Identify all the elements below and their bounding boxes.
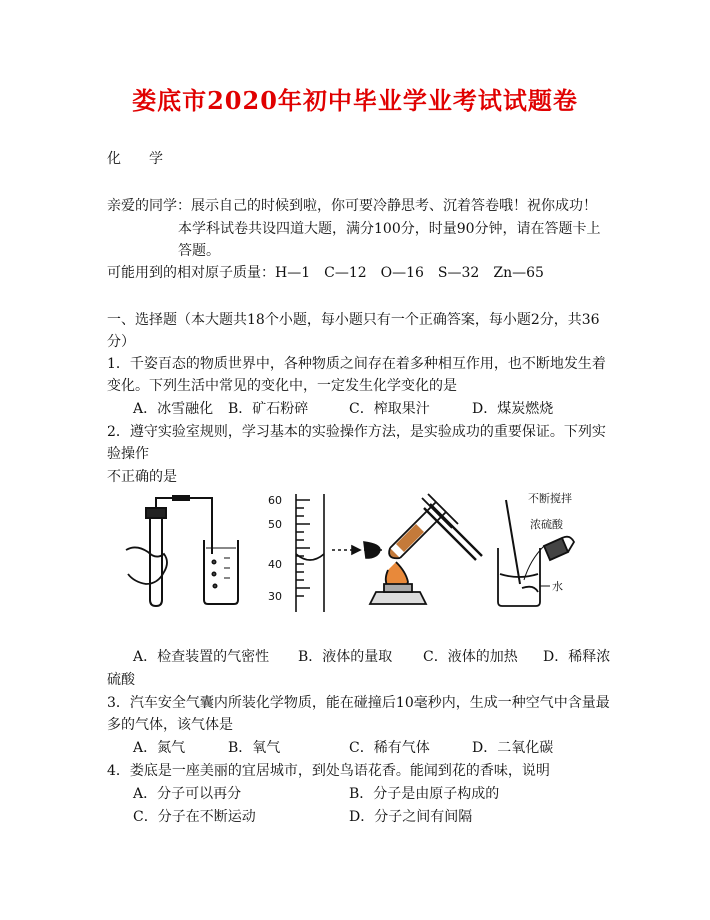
q1-stem-line-2: 变化。下列生活中常见的变化中，一定发生化学变化的是 xyxy=(107,378,457,394)
q3-stem-line-2: 多的气体，该气体是 xyxy=(107,717,233,733)
q3-option-d: D．二氧化碳 xyxy=(472,740,554,756)
q2-option-d-continued: 硫酸 xyxy=(107,672,135,688)
q1-option-a: A．冰雪融化 xyxy=(133,401,214,417)
q2-option-a: A．检查装置的气密性 xyxy=(133,649,270,665)
q1-option-d: D．煤炭燃烧 xyxy=(472,401,554,417)
section-heading-line-2: 分） xyxy=(107,334,135,350)
q4-option-d: D．分子之间有间隔 xyxy=(349,809,473,825)
cylinder-tick-30: 30 xyxy=(268,590,282,603)
q2-option-d: D．稀释浓 xyxy=(543,649,611,665)
label-water: 水 xyxy=(552,580,563,593)
greeting-line: 亲爱的同学：展示自己的时候到啦，你可要冷静思考、沉着答卷哦！祝你成功！ xyxy=(107,198,597,214)
q1-option-c: C．榨取果汁 xyxy=(349,401,430,417)
q2-stem-line-1: 2．遵守实验室规则，学习基本的实验操作方法，是实验成功的重要保证。下列实 xyxy=(107,424,606,440)
q3-stem-line-1: 3．汽车安全气囊内所装化学物质，能在碰撞后10毫秒内，生成一种空气中含量最 xyxy=(107,695,610,711)
instruction-line-2: 答题。 xyxy=(178,243,220,259)
cylinder-tick-40: 40 xyxy=(268,558,282,571)
q4-option-b: B．分子是由原子构成的 xyxy=(349,786,500,802)
cylinder-tick-50: 50 xyxy=(268,518,282,531)
section-heading-line-1: 一、选择题（本大题共18个小题，每小题只有一个正确答案，每小题2分，共36 xyxy=(107,312,600,328)
atomic-masses: 可能用到的相对原子质量：H—1 C—12 O—16 S—32 Zn—65 xyxy=(107,265,544,281)
q2-stem-line-3: 不正确的是 xyxy=(107,469,177,485)
q3-option-a: A．氮气 xyxy=(133,740,186,756)
q2-option-b: B．液体的量取 xyxy=(298,649,393,665)
q1-stem-line-1: 1．千姿百态的物质世界中，各种物质之间存在着多种相互作用，也不断地发生着 xyxy=(107,356,606,372)
q4-stem-line-1: 4．娄底是一座美丽的宜居城市，到处鸟语花香。能闻到花的香味，说明 xyxy=(107,763,550,779)
q2-lab-figure xyxy=(120,488,600,614)
heating-liquid-illustration xyxy=(370,494,482,604)
instruction-line-1: 本学科试卷共设四道大题，满分100分，时量90分钟，请在答题卡上 xyxy=(178,221,601,237)
subject-label: 化 学 xyxy=(107,151,163,167)
label-constant-stirring: 不断搅拌 xyxy=(528,492,572,505)
q2-stem-line-2: 验操作 xyxy=(107,446,149,462)
q3-option-c: C．稀有气体 xyxy=(349,740,430,756)
q3-option-b: B．氧气 xyxy=(228,740,281,756)
label-concentrated-sulfuric-acid: 浓硫酸 xyxy=(530,518,563,531)
q4-option-c: C．分子在不断运动 xyxy=(133,809,256,825)
graduated-cylinder-illustration xyxy=(296,494,382,612)
airtightness-check-illustration xyxy=(126,498,238,606)
q1-option-b: B．矿石粉碎 xyxy=(228,401,309,417)
q4-option-a: A．分子可以再分 xyxy=(133,786,242,802)
q2-option-c: C．液体的加热 xyxy=(423,649,518,665)
exam-title: 娄底市2020年初中毕业学业考试试题卷 xyxy=(132,86,578,115)
cylinder-tick-60: 60 xyxy=(268,494,282,507)
